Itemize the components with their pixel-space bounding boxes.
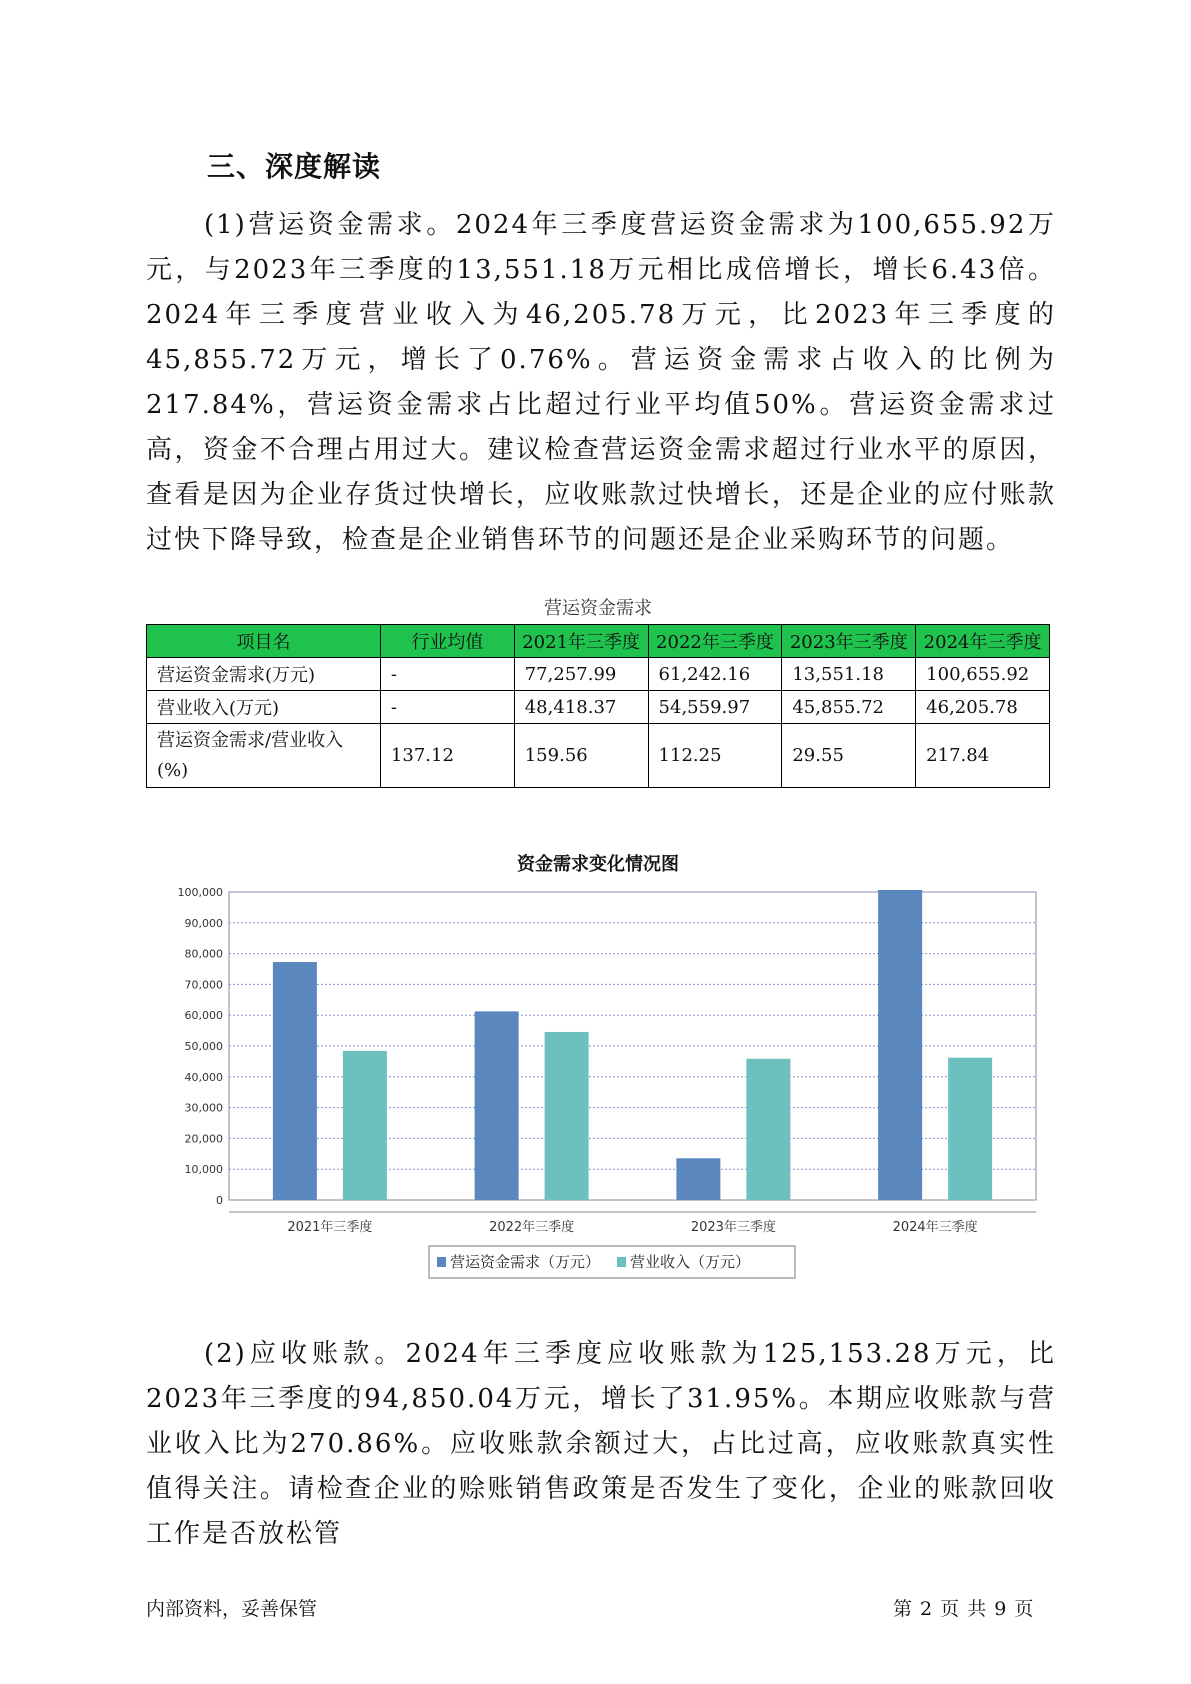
table-header-cell: 2024年三季度	[916, 625, 1050, 658]
table-cell: 61,242.16	[648, 658, 782, 691]
x-tick-label: 2024年三季度	[892, 1220, 978, 1235]
footer-page-number: 第 2 页 共 9 页	[893, 1598, 1035, 1620]
legend-swatch	[617, 1257, 626, 1267]
table-row	[147, 658, 1050, 691]
paragraph-receivables: (2)应收账款。2024年三季度应收账款为125,153.28万元，比2023年三季度的94,850.04万元，增长了31.95%。本期应收账款与营业收入比为270.86%。应收账款余额过大，占比过高，应收账款真实性值得关注。请检查企业的赊账销售政策是否发生了变化，企业的账款回收工作是否放松管	[146, 1339, 1056, 1549]
y-tick-label: 90,000	[184, 916, 223, 930]
chart-title: 资金需求变化情况图	[517, 854, 679, 875]
table-row	[147, 691, 1050, 724]
table-cell: 217.84	[916, 724, 1050, 788]
table-cell: 46,205.78	[916, 691, 1050, 724]
table-cell: -	[380, 691, 514, 724]
y-tick-label: 100,000	[177, 886, 223, 899]
y-tick-label: 30,000	[184, 1101, 223, 1115]
y-tick-label: 0	[216, 1194, 223, 1207]
paragraph-working-capital: (1)营运资金需求。2024年三季度营运资金需求为100,655.92万元，与2023年三季度的13,551.18万元相比成倍增长，增长6.43倍。2024年三季度营业收入为46,205.78万元，比2023年三季度的45,855.72万元，增长了0.76%。营运资金需求占收入的比例为217.84%，营运资金需求占比超过行业平均值50%。营运资金需求过高，资金不合理占用过大。建议检查营运资金需求超过行业水平的原因，查看是因为企业存货过快增长，应收账款过快增长，还是企业的应付账款过快下降导致，检查是企业销售环节的问题还是企业采购环节的问题。	[146, 210, 1056, 555]
table-row	[147, 724, 1050, 788]
bar-chart	[146, 880, 1046, 1300]
table-cell: 112.25	[648, 724, 782, 788]
legend-label: 营业收入（万元）	[630, 1253, 751, 1271]
table-header-cell: 2023年三季度	[782, 625, 916, 658]
working-capital-table	[146, 624, 1050, 788]
x-tick-label: 2023年三季度	[690, 1220, 776, 1235]
bar	[948, 1058, 992, 1200]
table-cell: 营运资金需求/营业收入(%)	[147, 724, 381, 788]
table-header-cell: 项目名	[147, 625, 381, 658]
table-cell: 159.56	[514, 724, 648, 788]
y-tick-label: 10,000	[184, 1163, 223, 1177]
y-tick-label: 50,000	[184, 1040, 223, 1053]
table-cell: 48,418.37	[514, 691, 648, 724]
table-caption: 营运资金需求	[544, 598, 652, 619]
table-header-row	[147, 625, 1050, 658]
bar	[475, 1011, 519, 1200]
table-header-cell: 2022年三季度	[648, 625, 782, 658]
table-cell: 45,855.72	[782, 691, 916, 724]
y-tick-label: 40,000	[184, 1070, 223, 1084]
y-tick-label: 60,000	[184, 1009, 223, 1023]
table-cell: 77,257.99	[514, 658, 648, 691]
section-heading: 三、深度解读	[207, 150, 382, 183]
bar	[343, 1051, 387, 1200]
table-cell: 54,559.97	[648, 691, 782, 724]
y-tick-label: 80,000	[184, 947, 223, 961]
legend-label: 营运资金需求（万元）	[450, 1253, 601, 1271]
table-cell: 营运资金需求(万元)	[147, 658, 381, 691]
table-header-cell: 行业均值	[380, 625, 514, 658]
table-cell: 29.55	[782, 724, 916, 788]
footer-confidential-note: 内部资料，妥善保管	[146, 1598, 318, 1620]
bar	[676, 1158, 720, 1200]
y-tick-label: 70,000	[184, 978, 223, 992]
bar	[545, 1032, 589, 1200]
bar	[878, 890, 922, 1200]
table-cell: 100,655.92	[916, 658, 1050, 691]
table-header-cell: 2021年三季度	[514, 625, 648, 658]
table-cell: 137.12	[380, 724, 514, 788]
legend-swatch	[437, 1257, 446, 1267]
y-tick-label: 20,000	[184, 1132, 223, 1146]
table-cell: 13,551.18	[782, 658, 916, 691]
bar	[273, 962, 317, 1200]
table-cell: -	[380, 658, 514, 691]
x-tick-label: 2021年三季度	[287, 1220, 373, 1235]
table-cell: 营业收入(万元)	[147, 691, 381, 724]
bar	[746, 1059, 790, 1200]
x-tick-label: 2022年三季度	[489, 1220, 575, 1235]
